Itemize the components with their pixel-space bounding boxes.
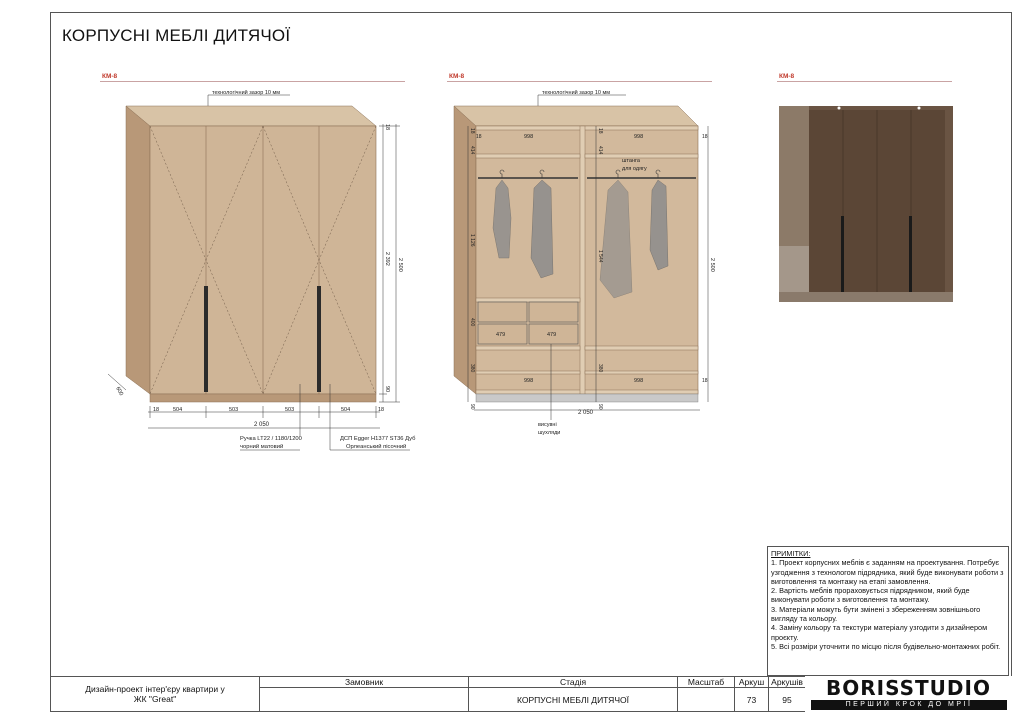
section-dim-380-r: 380	[597, 364, 603, 373]
front-material-callout-2: Орлеанський пісочний	[346, 444, 407, 450]
note-item: 2. Вартість меблів прораховується підрядником, який буде виконувати роботи з виготовлення та монтажу.	[771, 586, 970, 605]
photo-view-label: КМ-8	[779, 73, 795, 80]
cabinet-top-panel	[126, 106, 376, 126]
note-item: 3. Матеріали можуть бути змінені з збереженням зовнішнього вигляду та кольору.	[771, 604, 981, 624]
section-dim-90-l: 90	[469, 404, 475, 410]
tb-customer-value	[259, 687, 469, 712]
section-dim-height-total: 2 500	[709, 258, 715, 272]
drawer-callout-1: висувні	[538, 422, 557, 428]
tb-project	[50, 676, 260, 712]
section-dim-400: 400	[469, 318, 475, 327]
cabinet-plinth	[150, 394, 376, 402]
section-dim-18-top-l: 18	[469, 128, 475, 134]
front-dim-top: 18	[384, 124, 390, 131]
drawer-1	[478, 302, 527, 322]
tb-scale-value	[677, 687, 735, 712]
front-handle-callout-1: Ручка LT22 / 1180/1200	[240, 436, 302, 442]
studio-logo	[805, 676, 1012, 712]
note-item: 4. Заміну кольору та текстури матеріалу узгодити з дизайнером проєкту.	[771, 623, 988, 642]
studio-logo-tagline: ПЕРШИЙ КРОК ДО МРІЇ	[811, 700, 1007, 710]
section-elevation	[446, 84, 722, 444]
rail-callout-1: штанга	[622, 158, 640, 164]
section-dim-998-bot-r: 998	[634, 378, 644, 384]
section-dim-18-top-r: 18	[597, 128, 603, 134]
tb-sheet-header: Аркуш	[734, 676, 769, 688]
front-dim-right-edge: 18	[378, 407, 385, 413]
garment-4	[650, 180, 668, 270]
tb-stage-value: КОРПУСНІ МЕБЛІ ДИТЯЧОЇ	[468, 687, 678, 712]
front-elevation	[100, 84, 430, 464]
front-dim-height-inner: 2 392	[384, 252, 390, 266]
front-material-callout-1: ДСП Egger H1377 ST36 Дуб	[340, 436, 416, 442]
section-view-label: КМ-8	[449, 73, 465, 80]
section-gap-callout: технологічний зазор 10 мм	[542, 90, 611, 96]
drawer-callout-2: шухляди	[538, 430, 561, 436]
front-view-label: КМ-8	[102, 73, 118, 80]
section-view-rule	[447, 81, 712, 82]
section-dim-414-r: 414	[597, 146, 603, 155]
front-dim-left-edge: 18	[153, 407, 160, 413]
tb-sheets-header: Аркушів	[768, 676, 806, 688]
note-item: 5. Всі розміри уточнити по місцю після будівельно-монтажних робіт.	[771, 641, 1001, 651]
front-dim-w3: 503	[285, 407, 295, 413]
section-dim-479-r: 479	[547, 332, 557, 338]
cabinet-side-panel	[126, 106, 150, 394]
section-dim-90-r: 90	[597, 404, 603, 410]
front-handle-callout-2: чорний матовий	[240, 444, 284, 450]
section-dim-998-bot-l: 998	[524, 378, 534, 384]
tb-project-line-2: ЖК "Great"	[133, 694, 177, 704]
section-dim-18-edge-l: 18	[476, 134, 482, 140]
front-dim-total-width: 2 050	[254, 422, 270, 428]
studio-logo-name: BORISSTUDIO	[826, 676, 991, 700]
garment-2	[531, 180, 553, 278]
front-dim-bottom: 90	[384, 386, 390, 393]
page-title: КОРПУСНІ МЕБЛІ ДИТЯЧОЇ	[62, 26, 291, 45]
section-dim-479-l: 479	[496, 332, 506, 338]
front-dim-depth: 600	[114, 386, 125, 397]
front-dim-w1: 504	[173, 407, 183, 413]
section-dim-380-l: 380	[469, 364, 475, 373]
tb-project-line-1: Дизайн-проект інтер'єру квартири у	[85, 684, 225, 694]
section-dim-1126: 1 126	[469, 234, 475, 247]
section-dim-998-top-r: 998	[634, 134, 644, 140]
section-dim-total-width: 2 050	[578, 410, 594, 416]
tb-customer-header: Замовник	[259, 676, 469, 688]
section-dim-1544: 1 544	[597, 250, 603, 263]
handle-left	[204, 286, 208, 392]
front-dim-w4: 504	[341, 407, 351, 413]
front-dim-height-total: 2 500	[397, 258, 403, 272]
section-dim-998-top-l: 998	[524, 134, 534, 140]
rail-callout-2: для одягу	[622, 166, 647, 172]
front-dim-w2: 503	[229, 407, 239, 413]
drawer-2	[529, 302, 578, 322]
tb-sheets-value: 95	[768, 687, 806, 712]
section-dim-18-edge-r: 18	[702, 134, 708, 140]
note-item: 1. Проект корпусних меблів є заданням на проектування. Потребує узгодження з технологом підрядника, який буде виконувати роботи з виготовлення та монтажу на етапі замовлення.	[771, 558, 1004, 586]
photo-view-rule	[777, 81, 952, 82]
tb-stage-header: Стадія	[468, 676, 678, 688]
wardrobe-photo	[779, 106, 953, 302]
notes-heading: ПРИМІТКИ:	[771, 549, 811, 558]
section-dim-414-l: 414	[469, 146, 475, 155]
front-view-rule	[100, 81, 405, 82]
tb-sheet-value: 73	[734, 687, 769, 712]
front-gap-callout: технологічний зазор 10 мм	[212, 90, 281, 96]
notes-panel	[767, 546, 1009, 676]
section-dim-18-bot-edge: 18	[702, 378, 708, 384]
tb-scale-header: Масштаб	[677, 676, 735, 688]
handle-right	[317, 286, 321, 392]
